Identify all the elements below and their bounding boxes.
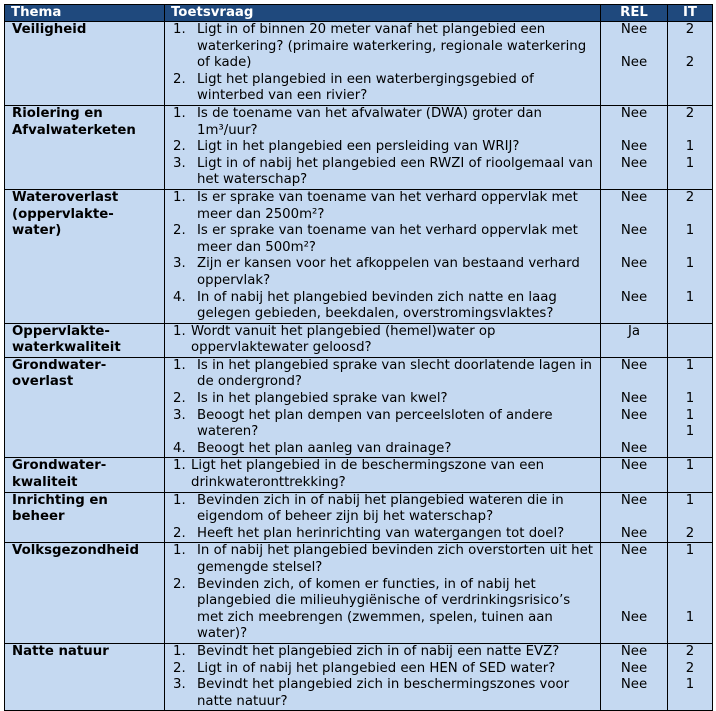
it-cell: 2 2 1: [668, 643, 713, 710]
question-item: 2. Is in het plangebied sprake van kwel?: [173, 391, 448, 407]
question-item: 1. Ligt in of binnen 20 meter vanaf het plangebied een waterkering? (primaire waterkering, regionale waterkering of kade): [173, 22, 587, 71]
theme-cell: Wateroverlast (oppervlakte-water): [5, 189, 165, 323]
question-item: 1. Bevinden zich in of nabij het plangebied wateren die in eigendom of beheer zijn bij het waterschap?: [173, 492, 564, 525]
question-item: 2. Ligt in of nabij het plangebied een HEN of SED water?: [173, 660, 556, 676]
rel-cell: Nee Nee: [601, 22, 668, 106]
rel-cell: Nee Nee Nee: [601, 105, 668, 189]
rel-cell: Nee Nee: [601, 492, 668, 543]
it-cell: 2 2: [668, 22, 713, 106]
question-item: 2. Ligt in het plangebied een persleiding van WRIJ?: [173, 139, 520, 155]
rel-cell: Ja: [601, 323, 668, 357]
table-row: [5, 458, 713, 492]
question-item: 3. Bevindt het plangebied zich in beschermingszones voor natte natuur?: [173, 677, 570, 709]
toetsvragen-table: [4, 4, 713, 711]
theme-cell: Volksgezondheid: [5, 543, 165, 644]
question-cell: [165, 105, 601, 189]
table-row: [5, 643, 713, 710]
rel-cell: Nee Nee Nee Nee: [601, 357, 668, 458]
header-row: [5, 5, 713, 22]
theme-cell: Natte natuur: [5, 643, 165, 710]
theme-cell: Veiligheid: [5, 22, 165, 106]
question-item: 4. Beoogt het plan aanleg van drainage?: [173, 440, 452, 456]
it-cell: 1: [668, 458, 713, 492]
question-item: 1. Bevindt het plangebied zich in of nabij een natte EVZ?: [173, 643, 560, 659]
question-item: 1. In of nabij het plangebied bevinden zich overstorten uit het gemengde stelsel?: [173, 543, 593, 575]
header-rel: REL: [601, 5, 668, 22]
table-row: [5, 189, 713, 323]
question-cell: [165, 22, 601, 106]
it-cell: [668, 323, 713, 357]
question-item: 1. Is in het plangebied sprake van slecht doorlatende lagen in de ondergrond?: [173, 357, 592, 390]
question-item: 2. Is er sprake van toename van het verhard oppervlak met meer dan 500m²?: [173, 223, 578, 255]
table-row: [5, 323, 713, 357]
question-item: 3. Ligt in of nabij het plangebied een RWZI of rioolgemaal van het waterschap?: [173, 155, 593, 188]
table-row: [5, 105, 713, 189]
question-item: 4. In of nabij het plangebied bevinden zich natte en laag gelegen gebieden, beekdalen, overstromingsvlaktes?: [173, 289, 557, 322]
rel-cell: Nee Nee: [601, 543, 668, 644]
rel-cell: Nee Nee Nee: [601, 643, 668, 710]
it-cell: 1 2: [668, 492, 713, 543]
it-cell: 2 1 1: [668, 105, 713, 189]
question-item: 1. Wordt vanuit het plangebied (hemel)water op oppervlaktewater geloosd?: [173, 323, 496, 356]
it-cell: 2 1 1 1: [668, 189, 713, 323]
question-item: 3. Beoogt het plan dempen van perceelsloten of andere wateren?: [173, 407, 553, 440]
question-cell: [165, 323, 601, 357]
header-thema: Thema: [5, 5, 165, 22]
question-cell: [165, 458, 601, 492]
it-cell: 1 1 1 1: [668, 357, 713, 458]
question-item: 3. Zijn er kansen voor het afkoppelen van bestaand verhard oppervlak?: [173, 256, 580, 288]
question-item: 1. Ligt het plangebied in de beschermingszone van een drinkwateronttrekking?: [173, 458, 545, 491]
question-item: 2. Ligt het plangebied in een waterbergingsgebied of winterbed van een rivier?: [173, 71, 534, 104]
question-cell: [165, 189, 601, 323]
theme-cell: Grondwater-kwaliteit: [5, 458, 165, 492]
theme-cell: Grondwater-overlast: [5, 357, 165, 458]
it-cell: 1 1: [668, 543, 713, 644]
rel-cell: Nee: [601, 458, 668, 492]
theme-cell: Oppervlakte-waterkwaliteit: [5, 323, 165, 357]
question-cell: [165, 543, 601, 644]
question-cell: [165, 357, 601, 458]
question-cell: [165, 492, 601, 543]
question-item: 2. Bevinden zich, of komen er functies, in of nabij het plangebied die milieuhygiënische of verdrinkingsrisico’s met zich meebrengen (zwemmen, spelen, tuinen aan water)?: [173, 576, 571, 642]
rel-cell: Nee Nee Nee Nee: [601, 189, 668, 323]
theme-cell: Inrichting en beheer: [5, 492, 165, 543]
table-row: [5, 22, 713, 106]
theme-cell: Riolering en Afvalwaterketen: [5, 105, 165, 189]
question-cell: [165, 643, 601, 710]
table-row: [5, 357, 713, 458]
question-item: 2. Heeft het plan herinrichting van watergangen tot doel?: [173, 525, 565, 541]
question-item: 1. Is de toename van het afvalwater (DWA) groter dan 1m³/uur?: [173, 105, 542, 138]
question-item: 1. Is er sprake van toename van het verhard oppervlak met meer dan 2500m²?: [173, 189, 578, 222]
header-toetsvraag: Toetsvraag: [165, 5, 601, 22]
table-row: [5, 492, 713, 543]
header-it: IT: [668, 5, 713, 22]
table-row: [5, 543, 713, 644]
